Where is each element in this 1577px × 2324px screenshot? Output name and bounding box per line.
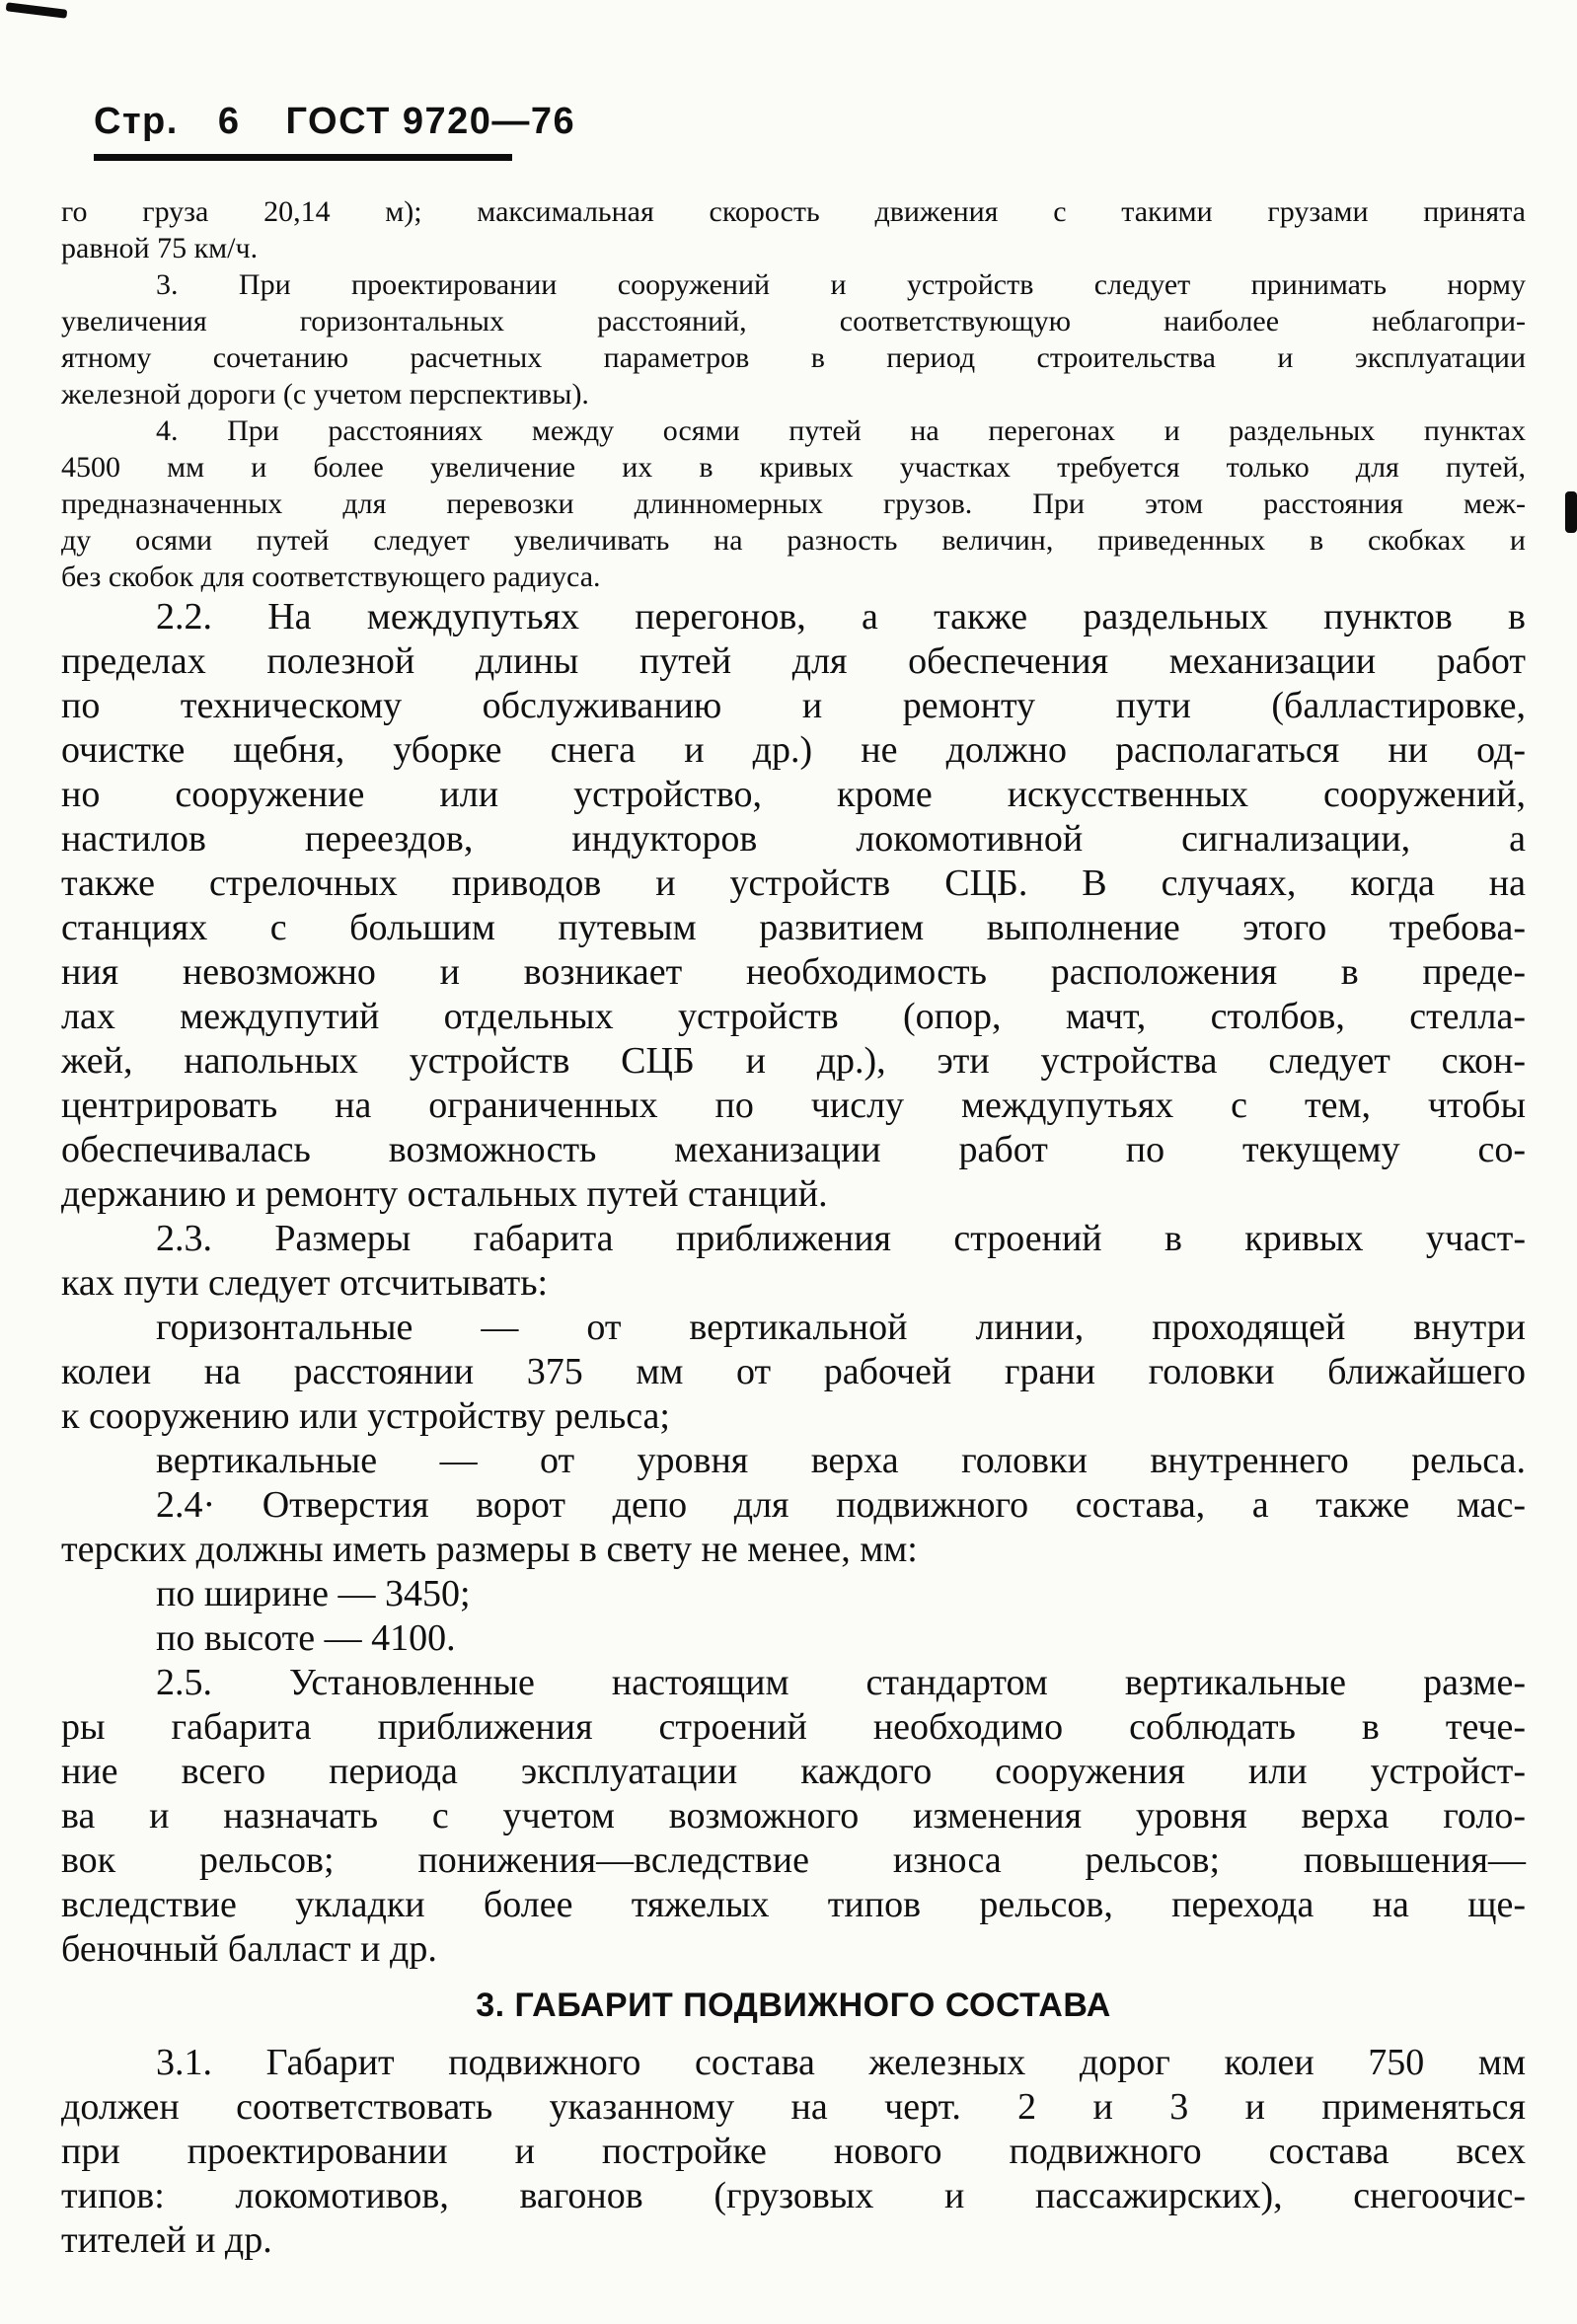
scan-artifact xyxy=(1565,491,1577,533)
section-heading: 3. ГАБАРИТ ПОДВИЖНОГО СОСТАВА xyxy=(476,1987,1111,2024)
text-line: 2.2. На междупутьях перегонов, а также раздельных пунктов в xyxy=(156,596,1526,637)
text-line: настилов переездов, индукторов локомотивной сигнализации, а xyxy=(61,818,1526,860)
paragraph xyxy=(61,1572,1526,1616)
text-line: вертикальные — от уровня верха головки внутреннего рельса. xyxy=(156,1440,1526,1481)
paragraph xyxy=(61,1616,1526,1661)
text-line: также стрелочных приводов и устройств СЦБ. В случаях, когда на xyxy=(61,862,1526,904)
text-line: типов: локомотивов, вагонов (грузовых и пассажирских), снегоочис- xyxy=(61,2175,1526,2216)
text-line: пределах полезной длины путей для обеспечения механизации работ xyxy=(61,640,1526,682)
text-line: обеспечивалась возможность механизации работ по текущему со- xyxy=(61,1129,1526,1170)
text-line: центрировать на ограниченных по числу междупутьях с тем, чтобы xyxy=(61,1085,1526,1126)
text-line: по техническому обслуживанию и ремонту пути (балластировке, xyxy=(61,685,1526,726)
text-line: к сооружению или устройству рельса; xyxy=(61,1395,670,1437)
content xyxy=(61,193,1526,2263)
text-line: равной 75 км/ч. xyxy=(61,232,259,264)
text-line: ках пути следует отсчитывать: xyxy=(61,1262,549,1304)
text-line: 4500 мм и более увеличение их в кривых участках требуется только для путей, xyxy=(61,451,1526,484)
text-line: держанию и ремонту остальных путей станций. xyxy=(61,1173,828,1215)
scan-artifact xyxy=(6,2,68,18)
text-line: должен соответствовать указанному на черт. 2 и 3 и применяться xyxy=(61,2086,1526,2128)
text-line: вследствие укладки более тяжелых типов рельсов, перехода на ще- xyxy=(61,1884,1526,1925)
text-line: тителей и др. xyxy=(61,2219,272,2261)
text-line: по ширине — 3450; xyxy=(156,1573,471,1614)
text-line: колеи на расстоянии 375 мм от рабочей грани головки ближайшего xyxy=(61,1351,1526,1392)
text-line: ва и назначать с учетом возможного изменения уровня верха голо- xyxy=(61,1795,1526,1837)
paragraph xyxy=(61,1217,1526,1306)
text-line: ры габарита приближения строений необходимо соблюдать в тече- xyxy=(61,1706,1526,1748)
page-header xyxy=(94,101,575,143)
text-line: предназначенных для перевозки длинномерных грузов. При этом расстояния меж- xyxy=(61,487,1526,520)
text-line: при проектировании и постройке нового подвижного состава всех xyxy=(61,2131,1526,2172)
text-line: 4. При расстояниях между осями путей на перегонах и раздельных пунктах xyxy=(156,414,1526,447)
text-line: го груза 20,14 м); максимальная скорость движения с такими грузами принята xyxy=(61,195,1526,228)
text-line: ние всего периода эксплуатации каждого сооружения или устройст- xyxy=(61,1751,1526,1792)
text-line: горизонтальные — от вертикальной линии, проходящей внутри xyxy=(156,1307,1526,1348)
paragraph xyxy=(61,2041,1526,2263)
text-line: станциях с большим путевым развитием выполнение этого требова- xyxy=(61,907,1526,948)
text-line: жей, напольных устройств СЦБ и др.), эти устройства следует скон- xyxy=(61,1040,1526,1082)
text-line: ду осями путей следует увеличивать на разность величин, приведенных в скобках и xyxy=(61,524,1526,557)
text-line: лах междупутий отдельных устройств (опор, мачт, столбов, стелла- xyxy=(61,996,1526,1037)
text-line: увеличения горизонтальных расстояний, соответствующую наиболее неблагопри- xyxy=(61,305,1526,337)
paragraph xyxy=(61,193,1526,266)
paragraph xyxy=(61,1306,1526,1439)
text-line: но сооружение или устройство, кроме искусственных сооружений, xyxy=(61,774,1526,815)
text-line: 3. При проектировании сооружений и устройств следует принимать норму xyxy=(156,268,1526,301)
text-line: терских должны иметь размеры в свету не менее, мм: xyxy=(61,1529,918,1570)
header-rule xyxy=(94,154,512,161)
text-line: вок рельсов; понижения—вследствие износа рельсов; повышения— xyxy=(61,1839,1526,1881)
text-line: железной дороги (с учетом перспективы). xyxy=(61,378,589,411)
text-line: 2.4· Отверстия ворот депо для подвижного состава, а также мас- xyxy=(156,1484,1526,1526)
text-line: 3.1. Габарит подвижного состава железных дорог колеи 750 мм xyxy=(156,2042,1526,2083)
page-number: 6 xyxy=(217,101,241,142)
text-line: 2.3. Размеры габарита приближения строений в кривых участ- xyxy=(156,1218,1526,1259)
paragraph xyxy=(61,1483,1526,1572)
paragraph xyxy=(61,1439,1526,1483)
text-line: очистке щебня, уборке снега и др.) не должно располагаться ни од- xyxy=(61,729,1526,771)
paragraph xyxy=(61,1661,1526,1972)
paragraph xyxy=(61,266,1526,412)
text-line: ятному сочетанию расчетных параметров в период строительства и эксплуатации xyxy=(61,341,1526,374)
text-line: без скобок для соответствующего радиуса. xyxy=(61,561,601,593)
paragraph xyxy=(61,412,1526,595)
text-line: беночный балласт и др. xyxy=(61,1928,437,1970)
text-line: по высоте — 4100. xyxy=(156,1617,456,1659)
paragraph xyxy=(61,595,1526,1217)
text-line: 2.5. Установленные настоящим стандартом вертикальные разме- xyxy=(156,1662,1526,1703)
text-line: ния невозможно и возникает необходимость расположения в преде- xyxy=(61,951,1526,993)
doc-number: ГОСТ 9720—76 xyxy=(285,101,576,142)
page-label: Стр. xyxy=(94,101,179,142)
